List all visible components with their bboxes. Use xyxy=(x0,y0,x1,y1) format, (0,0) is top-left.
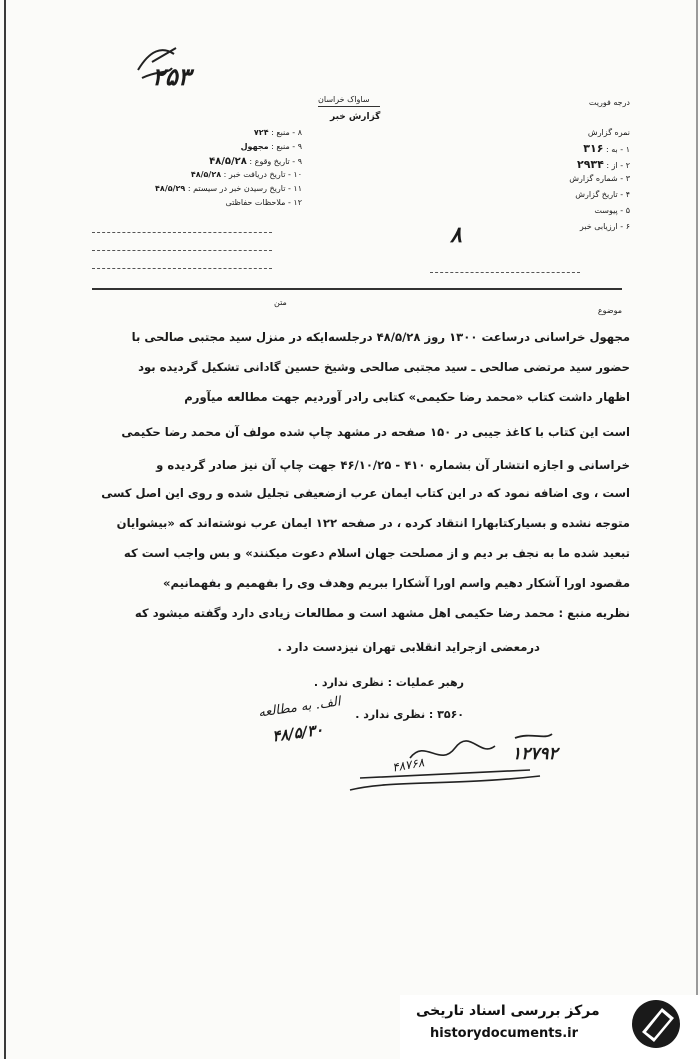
archive-logo-icon xyxy=(628,998,688,1050)
body-line: مجهول خراسانی درساعت ۱۳۰۰ روز ۴۸/۵/۲۸ درجلسه‌ایکه در منزل سید مجتبی صالحی با xyxy=(131,330,630,344)
right-field-row: ۵ - پیوست xyxy=(594,206,630,215)
agency-underline xyxy=(318,106,380,107)
body-line: متوجه نشده و بسیارکتابهارا انتقاد کرده ، در صفحه ۱۲۲ ایمان عرب نوشته‌اند که «بیشوایان xyxy=(116,516,630,530)
body-line: تبعید شده ما به نجف بر دیم و از مصلحت جهان اسلام دعوت میکنند» و بس واجب است که xyxy=(123,546,630,560)
left-field-row: ۱۰ - تاریخ دریافت خبر : ۴۸/۵/۲۸ xyxy=(190,170,302,179)
watermark-title: مرکز بررسی اسناد تاریخی xyxy=(416,1003,600,1019)
signature-date: ۴۸/۵/۳۰ xyxy=(270,720,325,746)
scan-edge-left xyxy=(4,0,6,1059)
center-mark: متن xyxy=(274,298,287,307)
report-title: گزارش خبر xyxy=(330,112,381,122)
left-field-row: ۱۱ - تاریخ رسیدن خبر در سیستم : ۴۸/۵/۲۹ xyxy=(155,184,302,193)
body-line: است ، وی اضافه نمود که در این کتاب ایمان عرب ازضعیفی تجلیل شده و روی این اصل کسی xyxy=(101,486,630,500)
body-line: درمعضی ازجراید انقلابی تهران نیزدست دارد . xyxy=(277,640,540,654)
operations-lead-opinion: رهبر عملیات : نظری ندارد . xyxy=(313,676,464,689)
body-line: مقصود اورا آشکار دهیم واسم اورا آشکارا ببریم وهدف وی را بفهمیم و بفهمانیم» xyxy=(163,576,630,590)
urgency-label: درجه فوریت xyxy=(588,98,630,107)
blank-line xyxy=(92,232,272,233)
corner-number: ۲۵۳ xyxy=(152,62,191,91)
left-fields xyxy=(92,128,302,212)
scan-edge-right xyxy=(696,0,698,1059)
right-field-row: ۳ - شماره گزارش xyxy=(569,174,630,183)
officer-opinion: ۳۵۶۰ : نظری ندارد . xyxy=(355,708,464,721)
left-field-row: ۸ - منبع : ۷۲۴ xyxy=(253,128,302,137)
body-line: است این کتاب با کاغذ جیبی در ۱۵۰ صفحه در مشهد چاپ شده مولف آن محمد رضا حکیمی xyxy=(121,425,630,439)
signature-text: الف. به مطالعه xyxy=(257,694,342,721)
body-line: خراسانی و اجازه انتشار آن بشماره ۴۱۰ - ۴۶/۱۰/۲۵ جهت چاپ آن نیز صادر گردیده و xyxy=(156,458,630,472)
right-field-row: نمره گزارش xyxy=(587,128,630,137)
left-field-row: ۹ - منبع : مجهول xyxy=(240,142,302,151)
bottom-number: ۱۲۷۹۲ xyxy=(512,744,558,764)
right-field-row: ۱ - به : ۳۱۶ xyxy=(583,142,630,155)
body-line: نظریه منبع : محمد رضا حکیمی اهل مشهد است و مطالعات زیادی دارد وگفته میشود که xyxy=(134,606,630,620)
subject-label: موضوع xyxy=(597,306,622,315)
body-line: اظهار داشت کتاب «محمد رضا حکیمی» کتابی رادر آوردیم جهت مطالعه میآورم xyxy=(184,390,630,404)
left-field-row: ۱۲ - ملاحظات حفاظتی xyxy=(225,198,302,207)
blank-line xyxy=(92,268,272,269)
watermark-url: historydocuments.ir xyxy=(430,1026,579,1041)
right-field-row: ۶ - ارزیابی خبر xyxy=(579,222,630,231)
right-field-row: ۴ - تاریخ گزارش xyxy=(575,190,630,199)
blank-line xyxy=(430,272,580,273)
bottom-note: ۴۸۷۶۸ xyxy=(391,755,426,775)
header-separator xyxy=(92,288,622,290)
right-field-row: ۲ - از : ۲۹۳۴ xyxy=(577,158,630,171)
agency-name: ساواک خراسان xyxy=(318,95,370,104)
left-field-row: ۹ - تاریخ وقوع : ۴۸/۵/۲۸ xyxy=(209,156,302,167)
blank-line xyxy=(92,250,272,251)
body-line: حضور سید مرتضی صالحی ـ سید مجتبی صالحی وشیخ حسین گادانی تشکیل گردیده بود xyxy=(138,360,630,374)
report-number-stamp: ۸ xyxy=(450,222,462,248)
